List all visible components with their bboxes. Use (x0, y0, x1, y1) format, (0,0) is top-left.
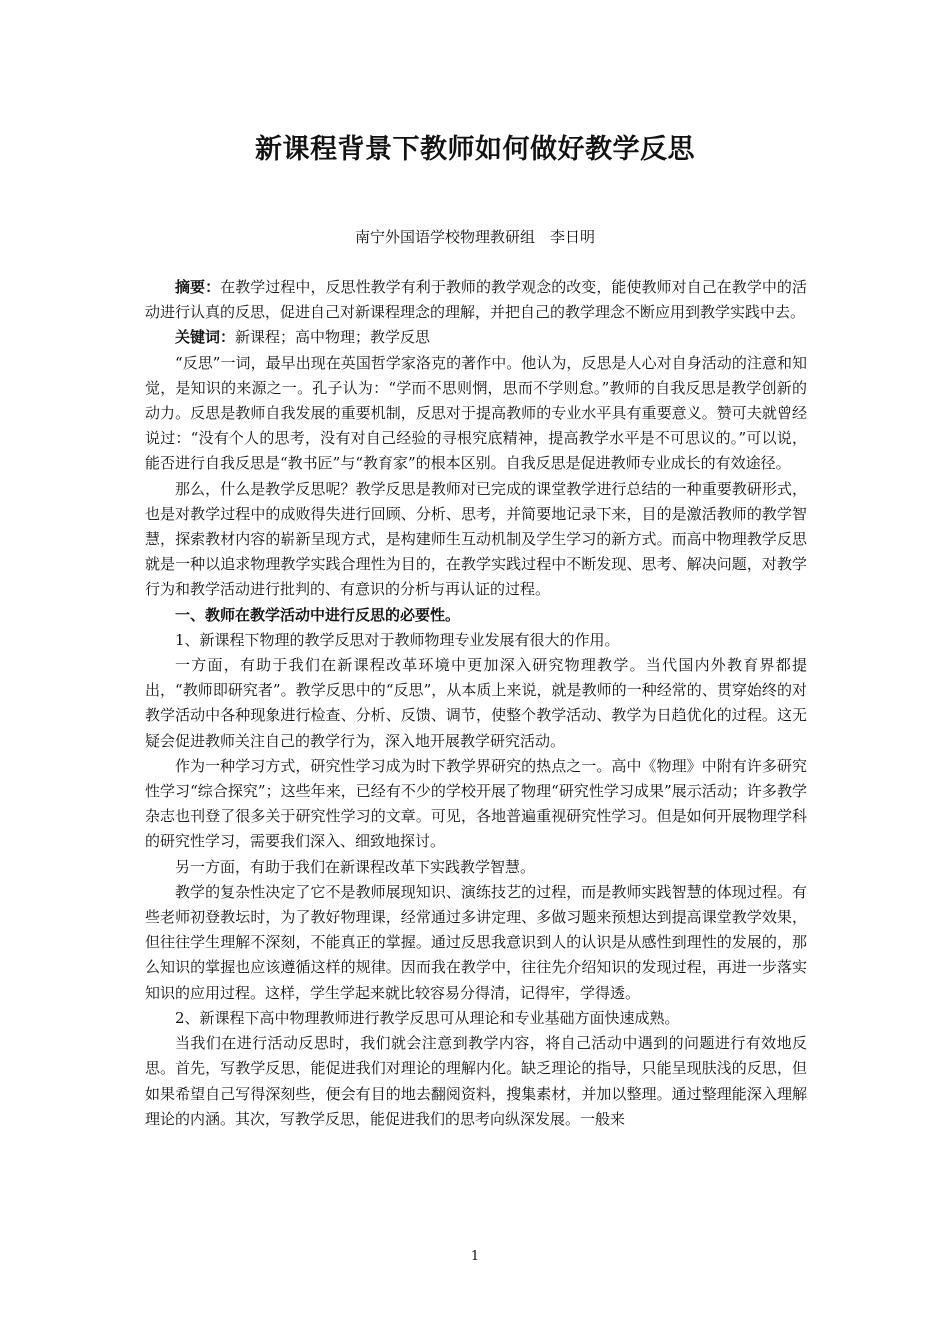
body-paragraph: 另一方面，有助于我们在新课程改革下实践教学智慧。 (175, 857, 536, 876)
author-byline: 南宁外国语学校物理教研组 李日明 (354, 228, 595, 246)
body-paragraph: 教学的复杂性决定了它不是教师展现知识、演练技艺的过程，而是教师实践智慧的体现过程。有些老师初登教坛时，为了教好物理课，经常通过多讲定理、多做习题来预想达到提高课堂教学效果，但往往学生理解不深刻，不能真正的掌握。通过反思我意识到人的认识是从感性到理性的发展的，那么知识的掌握也应该遵循这样的规律。因而我在教学中，往往先介绍知识的发现过程，再进一步落实知识的应用过程。这样，学生学起来就比较容易分得清，记得牢，学得透。 (145, 882, 807, 1002)
body-paragraph: 作为一种学习方式，研究性学习成为时下教学界研究的热点之一。高中《物理》中附有许多研究性学习“综合探究”；这些年来，已经有不少的学校开展了物理“研究性学习成果”展示活动；许多教学杂志也刊登了很多关于研究性学习的文章。可见，各地普遍重视研究性学习。但是如何开展物理学科的研究性学习，需要我们深入、细致地探讨。 (145, 756, 807, 851)
keywords-paragraph (145, 325, 807, 350)
body-paragraph: “反思”一词，最早出现在英国哲学家洛克的著作中。他认为，反思是人心对自身活动的注意和知觉，是知识的来源之一。孔子认为：“学而不思则惘，思而不学则怠。”教师的自我反思是教学创新的动力。反思是教师自我发展的重要机制，反思对于提高教师的专业水平具有重要意义。赞可夫就曾经说过：“没有个人的思考，没有对自己经验的寻根究底精神，提高教学水平是不可思议的。”可以说，能否进行自我反思是“教书匠”与“教育家”的根本区别。自我反思是促进教师专业成长的有效途径。 (145, 353, 807, 473)
body-paragraph: 当我们在进行活动反思时，我们就会注意到教学内容，将自己活动中遇到的问题进行有效地反思。首先，写教学反思，能促进我们对理论的理解内化。缺乏理论的指导，只能呈现肤浅的反思，但如果希望自己写得深刻些，便会有目的地去翻阅资料，搜集素材，并加以整理。通过整理能深入理解理论的内涵。其次，写教学反思，能促进我们的思考向纵深发展。一般来 (145, 1034, 807, 1128)
keywords-label: 关键词： (175, 328, 236, 347)
abstract-text: 在教学过程中，反思性教学有利于教师的教学观念的改变，能使教师对自己在教学中的活动进行认真的反思，促进自己对新课程理念的理解，并把自己的教学理念不断应用到教学实践中去。 (145, 278, 807, 322)
body-paragraph: 一方面，有助于我们在新课程改革环境中更加深入研究物理教学。当代国内外教育界都提出，“教师即研究者”。教学反思中的“反思”，从本质上来说，就是教师的一种经常的、贯穿始终的对教学活动中各种现象进行检查、分析、反馈、调节，使整个教学活动、教学为日趋优化的过程。这无疑会促进教师关注自己的教学行为，深入地开展教学研究活动。 (145, 656, 807, 750)
document-body (145, 275, 807, 1132)
abstract-label: 摘要： (175, 278, 221, 296)
body-paragraph: 2、新课程下高中物理教师进行教学反思可从理论和专业基础方面快速成熟。 (175, 1008, 680, 1027)
body-paragraph: 那么，什么是教学反思呢？教学反思是教师对已完成的课堂教学进行总结的一种重要教研形式，也是对教学过程中的成败得失进行回顾、分析、思考，并简要地记录下来，目的是激活教师的教学智慧，探索教材内容的崭新呈现方式，是构建师生互动机制及学生学习的新方式。而高中物理教学反思就是一种以追求物理教学实践合理性为目的，在教学实践过程中不断发现、思考、解决问题，对教学行为和教学活动进行批判的、有意识的分析与再认证的过程。 (145, 479, 807, 599)
page-number: 1 (470, 1249, 480, 1264)
keywords-text: 新课程；高中物理；教学反思 (235, 328, 431, 347)
body-paragraph: 1、新课程下物理的教学反思对于教师物理专业发展有很大的作用。 (175, 630, 620, 649)
page-title: 新课程背景下教师如何做好教学反思 (255, 134, 695, 165)
section-heading: 一、教师在教学活动中进行反思的必要性。 (175, 605, 461, 624)
abstract-paragraph (145, 275, 807, 325)
